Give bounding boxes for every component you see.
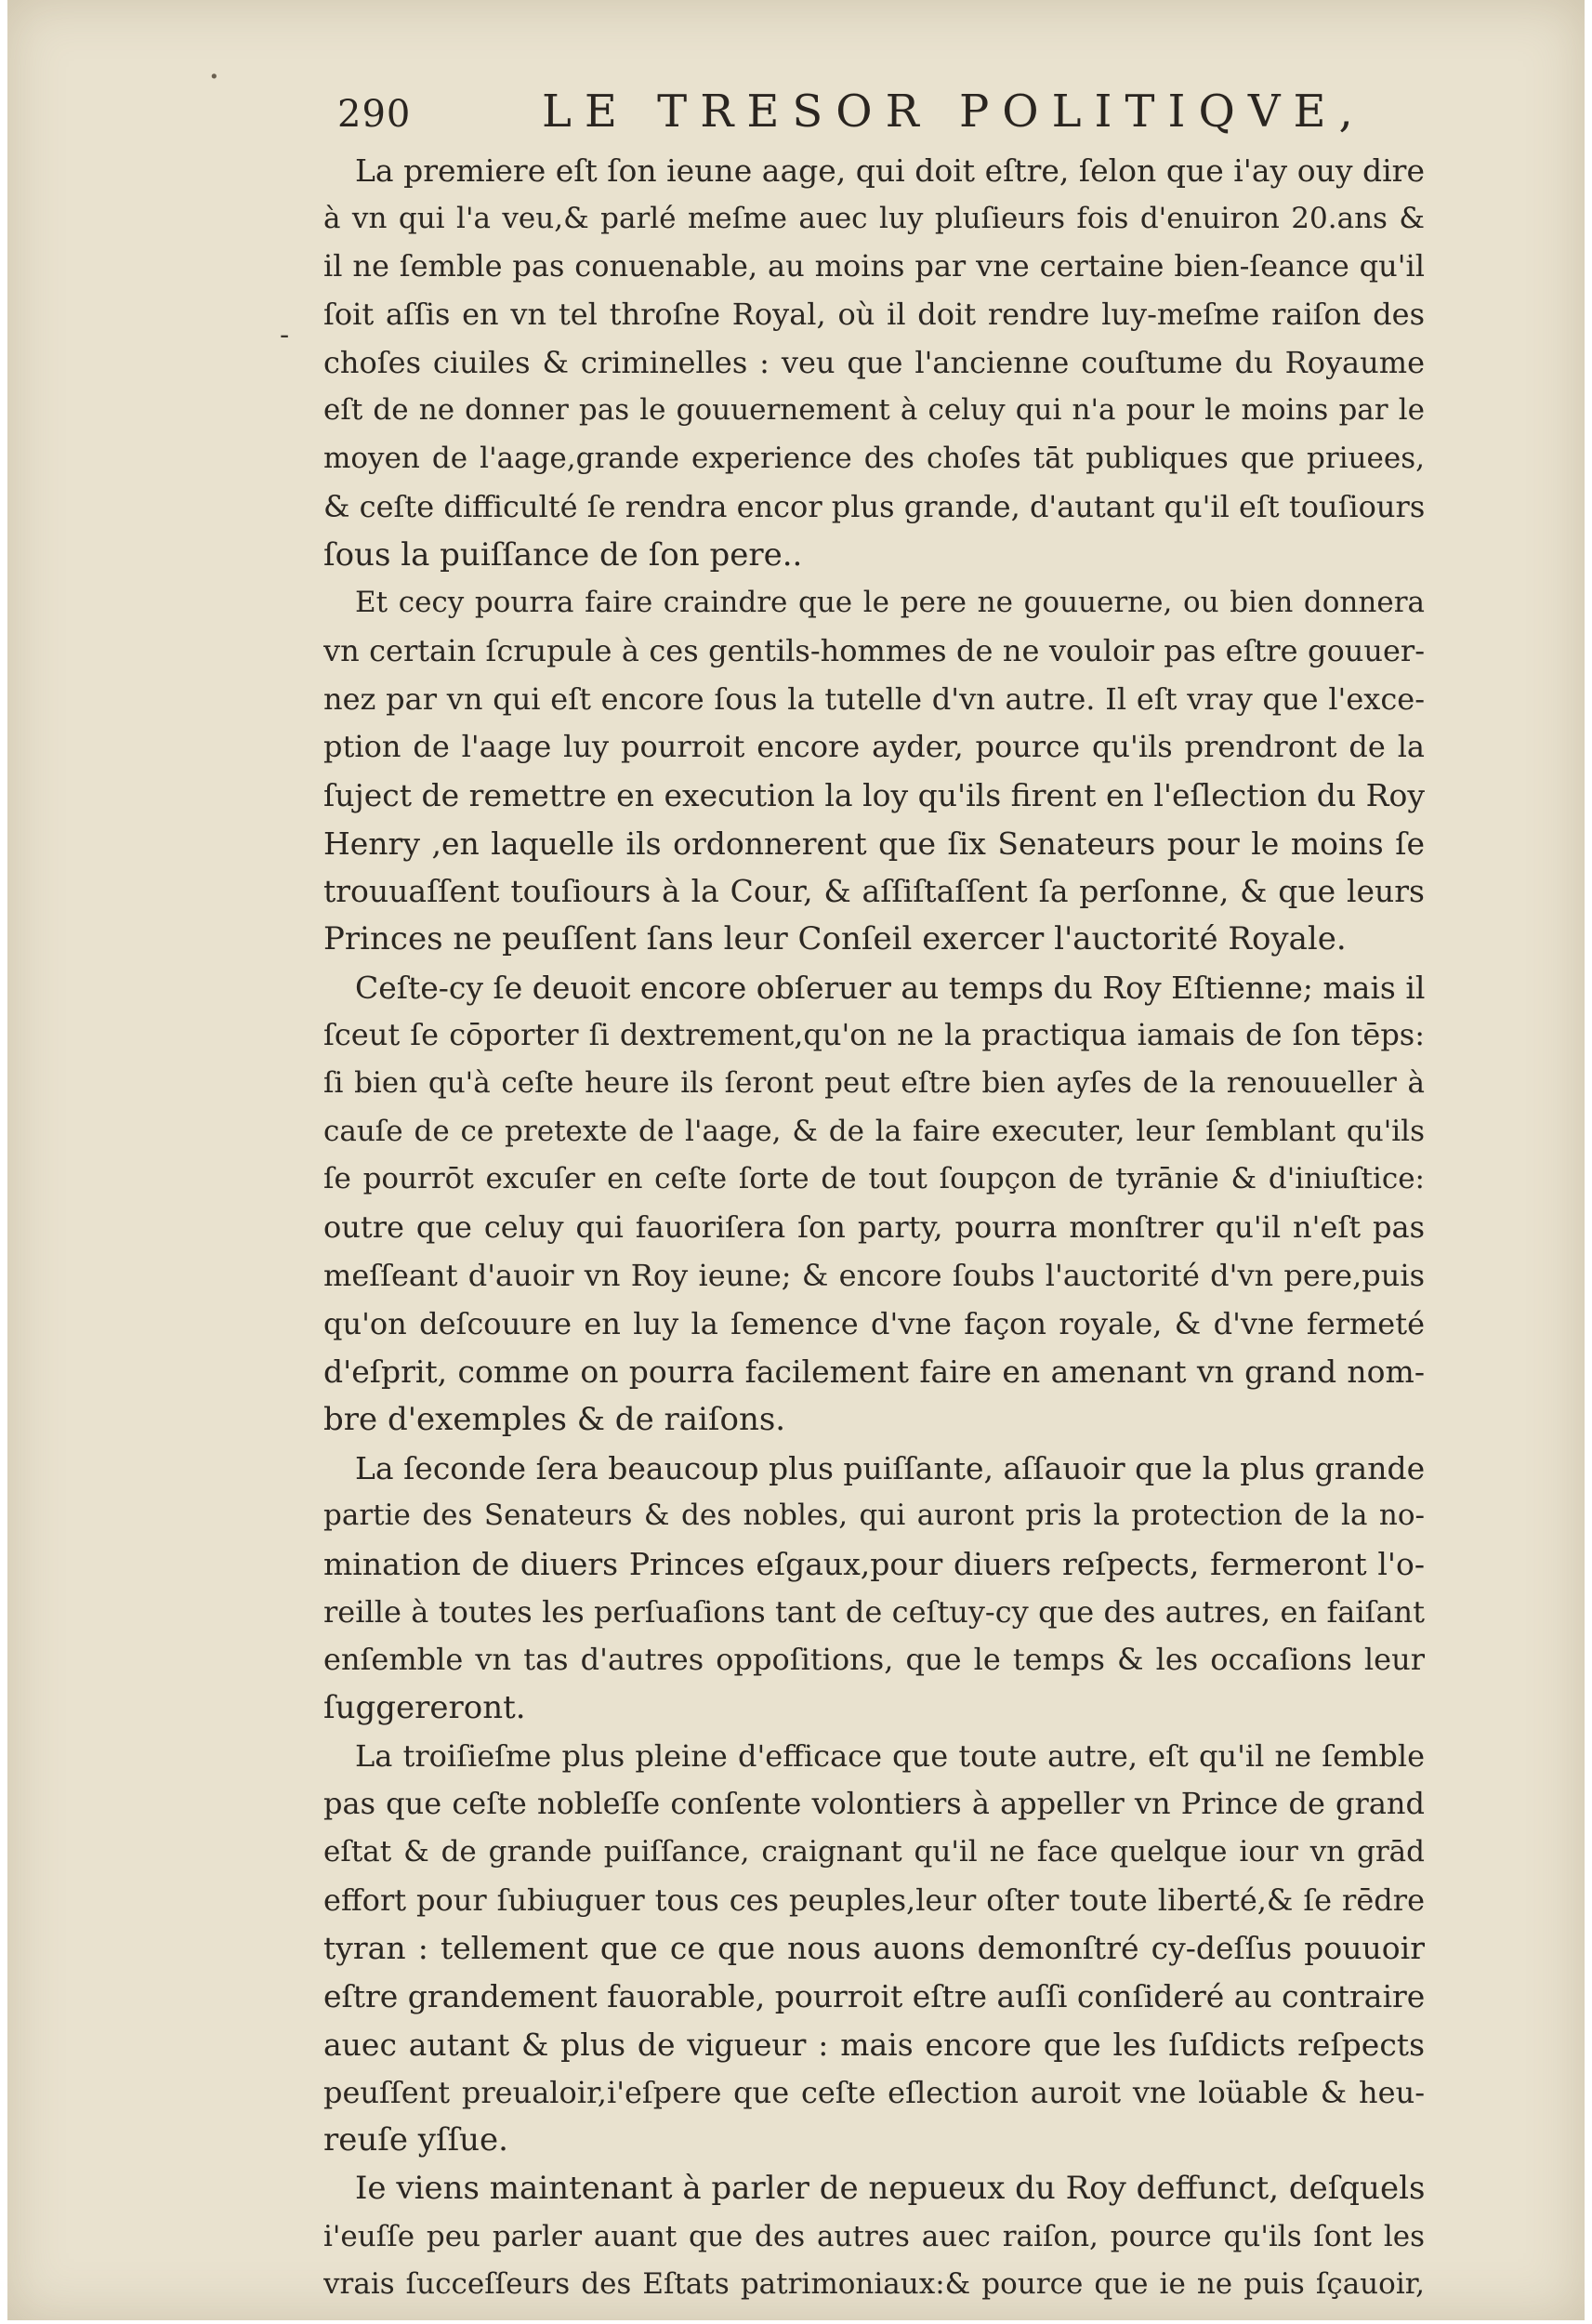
text-line: outre que celuy qui fauoriſera ſon party, pourra monſtrer qu'il n'eſt pas (323, 1209, 1425, 1246)
paragraph-6 (323, 2165, 1425, 2309)
text-line: La troiſieſme plus pleine d'efficace que toute autre, eſt qu'il ne ſemble (355, 1737, 1425, 1774)
paragraph-2 (323, 579, 1425, 964)
text-line: reuſe yſſue. (323, 2121, 508, 2159)
text-line: vn certain ſcrupule à ces gentils-hommes de ne vouloir pas eſtre gouuer- (323, 632, 1425, 668)
text-line: moyen de l'aage,grande experience des choſes tāt publiques que priuees, (323, 442, 1425, 476)
text-line: i'euſſe peu parler auant que des autres auec raiſon, pource qu'ils ſont les (323, 2219, 1425, 2253)
running-title: LE TRESOR POLITIQVE, (542, 86, 1366, 138)
text-line: tyran : tellement que ce que nous auons demonſtré cy-deſſus pouuoir (323, 1930, 1425, 1967)
book-page (7, 0, 1585, 2320)
text-line: Ie viens maintenant à parler de nepueux du Roy deffunct, deſquels (355, 2169, 1425, 2207)
body-text (323, 147, 1425, 2309)
text-line: ſceut ſe cōporter ſi dextrement,qu'on ne la practiqua iamais de ſon tēps: (323, 1017, 1425, 1053)
text-line: reille à toutes les perſuaſions tant de ceſtuy-cy que des autres, en faiſant (323, 1593, 1425, 1630)
text-line: eſtre grandement fauorable, pourroit eſtre auſſi conſideré au contraire (323, 1978, 1425, 2015)
text-line: eſt de ne donner pas le gouuernement à celuy qui n'a pour le moins par le (323, 393, 1425, 428)
text-line: vrais ſucceſſeurs des Eſtats patrimoniaux:& pource que ie ne puis ſçauoir, (323, 2267, 1425, 2302)
text-line: Ceſte-cy ſe deuoit encore obſeruer au temps du Roy Eſtienne; mais il (355, 969, 1425, 1006)
paragraph-5 (323, 1733, 1425, 2165)
text-line: ſe pourrōt excuſer en ceſte ſorte de tout ſoupçon de tyrānie & d'iniuſtice: (323, 1162, 1425, 1196)
text-line: ſuggereront. (323, 1689, 526, 1726)
text-line: cauſe de ce pretexte de l'aage, & de la faire executer, leur ſemblant qu'ils (323, 1114, 1425, 1148)
text-line: Princes ne peuſſent ſans leur Conſeil exercer l'auctorité Royale. (323, 920, 1347, 957)
text-line: effort pour ſubiuguer tous ces peuples,leur oſter toute liberté,& ſe rēdre (323, 1882, 1425, 1918)
text-line: & ceſte difficulté ſe rendra encor plus grande, d'autant qu'il eſt touſiours (323, 488, 1425, 524)
text-line: bre d'exemples & de raiſons. (323, 1400, 786, 1438)
paragraph-4 (323, 1445, 1425, 1733)
text-line: La premiere eſt ſon ieune aage, qui doit eſtre, ſelon que i'ay ouy dire (355, 152, 1425, 189)
text-line: choſes ciuiles & criminelles : veu que l'ancienne couſtume du Royaume (323, 344, 1425, 380)
text-line: d'eſprit, comme on pourra facilement faire en amenant vn grand nom- (323, 1353, 1425, 1391)
text-line: La ſeconde ſera beaucoup plus puiſſante, aſſauoir que la plus grande (355, 1449, 1425, 1486)
text-line: il ne ſemble pas conuenable, au moins par vne certaine bien-ſeance qu'il (323, 248, 1425, 284)
text-line: qu'on deſcouure en luy la ſemence d'vne façon royale, & d'vne fermeté (323, 1305, 1425, 1341)
text-line: Et cecy pourra faire craindre que le pere ne gouuerne, ou bien donnera (355, 586, 1425, 620)
text-line: ſoit aſſis en vn tel throſne Royal, où il doit rendre luy-meſme raiſon des (323, 297, 1425, 333)
text-line: trouuaſſent touſiours à la Cour, & aſſiſtaſſent ſa perſonne, & que leurs (323, 873, 1425, 910)
text-line: meſſeant d'auoir vn Roy ieune; & encore ſoubs l'auctorité d'vn pere,puis (323, 1257, 1425, 1293)
text-line: nez par vn qui eſt encore ſous la tutelle d'vn autre. Il eſt vray que l'exce- (323, 680, 1425, 717)
text-line: ſuject de remettre en execution la loy qu'ils firent en l'eſlection du Roy (323, 776, 1425, 813)
text-line: mination de diuers Princes eſgaux,pour diuers reſpects, fermeront l'o- (323, 1545, 1425, 1582)
margin-mark: · (208, 56, 220, 99)
paragraph-1 (323, 147, 1425, 579)
paragraph-3 (323, 964, 1425, 1445)
text-line: ption de l'aage luy pourroit encore ayder, pource qu'ils prendront de la (323, 729, 1425, 765)
text-line: eſtat & de grande puiſſance, craignant qu'il ne face quelque iour vn grād (323, 1835, 1425, 1869)
text-line: à vn qui l'a veu,& parlé meſme auec luy pluſieurs fois d'enuiron 20.ans & (323, 201, 1425, 235)
text-line: enſemble vn tas d'autres oppoſitions, que le temps & les occaſions leur (323, 1642, 1425, 1678)
text-line: ſous la puiſſance de ſon pere.. (323, 535, 803, 574)
text-line: auec autant & plus de vigueur : mais encore que les ſuſdicts reſpects (323, 2026, 1425, 2063)
text-line: Henry ,en laquelle ils ordonnerent que ſix Senateurs pour le moins ſe (323, 825, 1425, 862)
text-line: peuſſent preualoir,i'eſpere que ceſte eſlection auroit vne loüable & heu- (323, 2074, 1425, 2110)
text-line: ſi bien qu'à ceſte heure ils ſeront peut eſtre bien ayſes de la renouueller à (323, 1066, 1425, 1101)
text-line: partie des Senateurs & des nobles, qui auront pris la protection de la no- (323, 1499, 1425, 1533)
page-number: 290 (337, 93, 412, 136)
text-line: pas que ceſte nobleſſe conſente volontiers à appeller vn Prince de grand (323, 1786, 1425, 1822)
margin-dash: - (280, 319, 290, 351)
